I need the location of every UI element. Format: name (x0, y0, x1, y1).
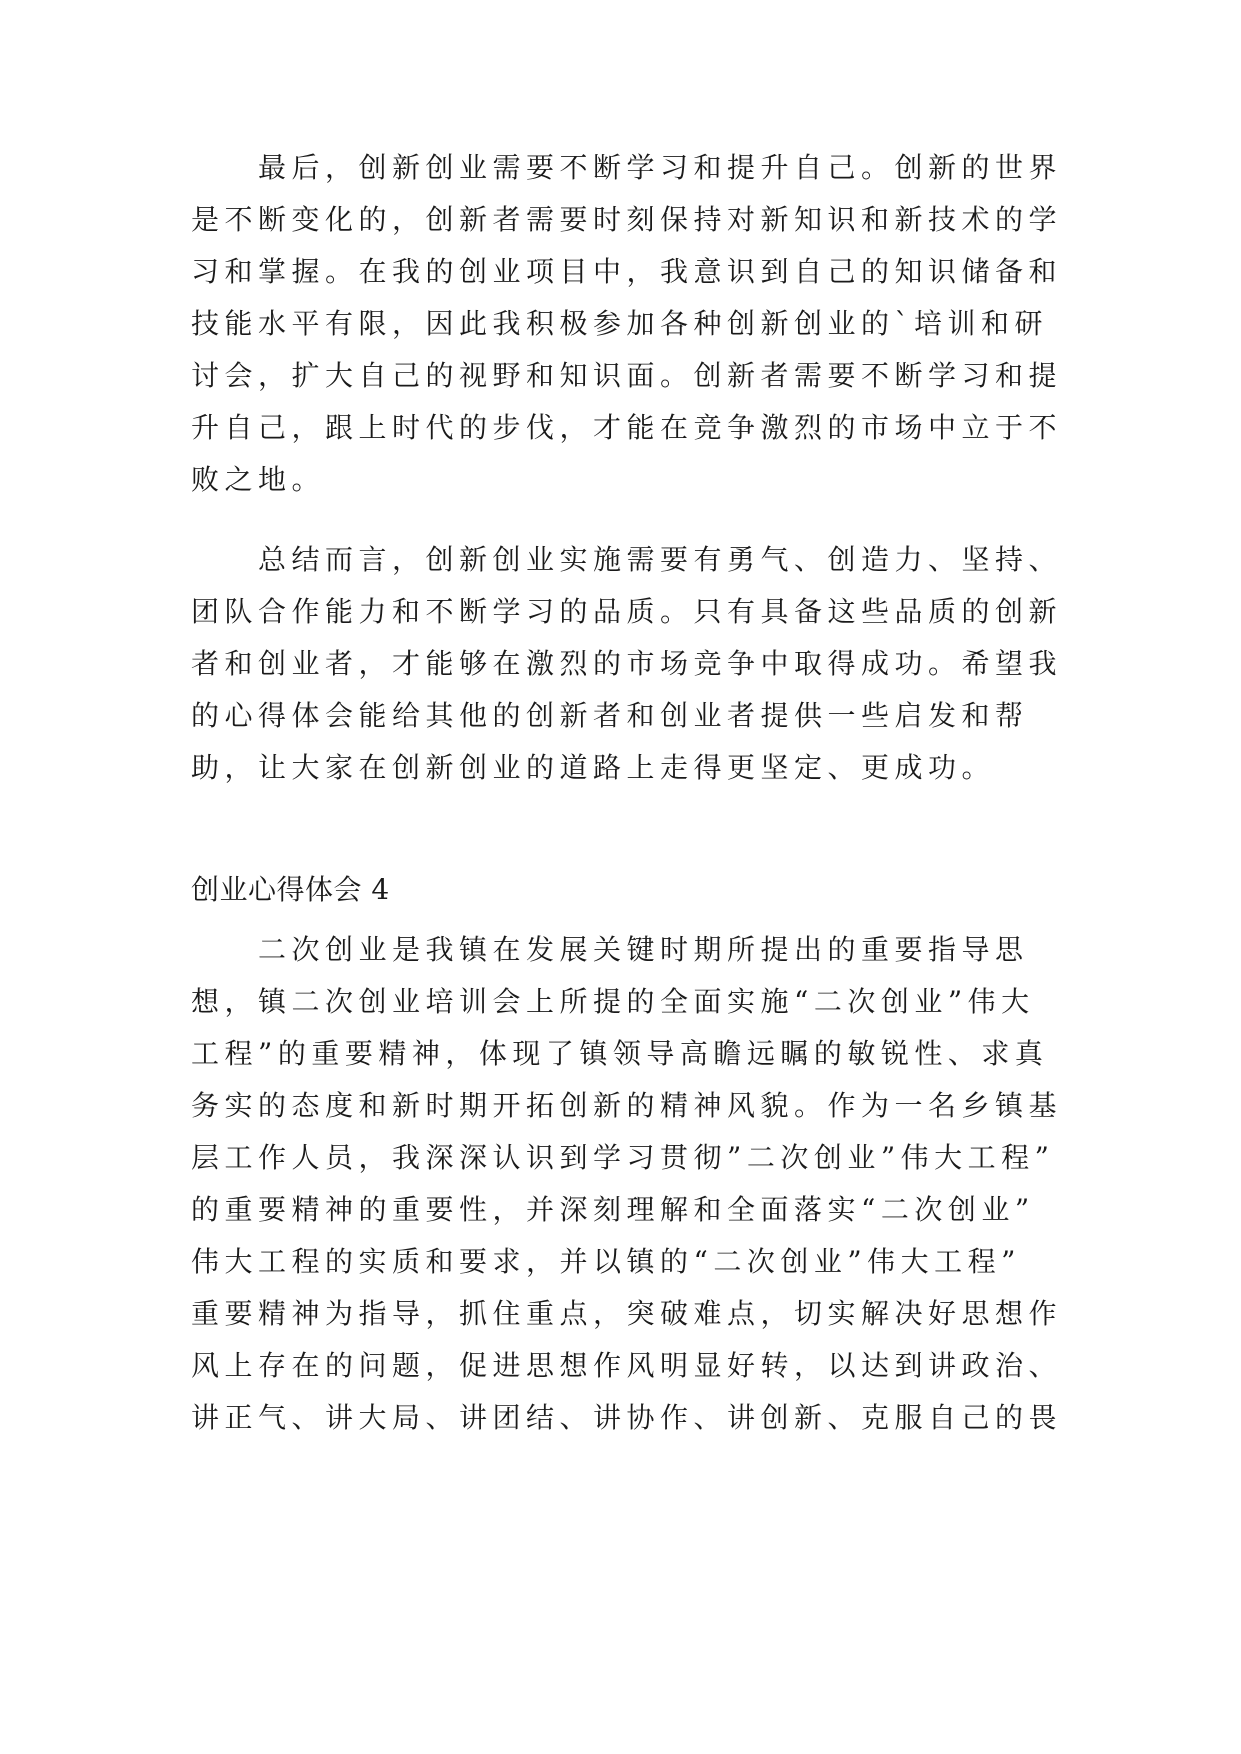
paragraph-3-line-9: 风上存在的问题，促进思想作风明显好转，以达到讲政治、 (191, 1349, 1063, 1382)
paragraph-1-line-7: 败之地。 (191, 463, 326, 496)
paragraph-1-line-3: 习和掌握。在我的创业项目中，我意识到自己的知识储备和 (191, 255, 1063, 288)
paragraph-3-line-7: 伟大工程的实质和要求，并以镇的“二次创业”伟大工程” (191, 1245, 1021, 1278)
paragraph-2-line-5: 助，让大家在创新创业的道路上走得更坚定、更成功。 (191, 751, 996, 784)
paragraph-1-line-6: 升自己，跟上时代的步伐，才能在竞争激烈的市场中立于不 (191, 411, 1063, 444)
paragraph-1-line-5: 讨会，扩大自己的视野和知识面。创新者需要不断学习和提 (191, 359, 1063, 392)
paragraph-3-line-10: 讲正气、讲大局、讲团结、讲协作、讲创新、克服自己的畏 (191, 1401, 1063, 1434)
paragraph-2-line-2: 团队合作能力和不断学习的品质。只有具备这些品质的创新 (191, 595, 1063, 628)
paragraph-1-line-1: 最后，创新创业需要不断学习和提升自己。创新的世界 (258, 151, 1063, 184)
section-heading: 创业心得体会 4 (191, 873, 390, 906)
paragraph-3-line-5: 层工作人员，我深深认识到学习贯彻”二次创业”伟大工程” (191, 1141, 1055, 1174)
paragraph-3-line-4: 务实的态度和新时期开拓创新的精神风貌。作为一名乡镇基 (191, 1089, 1063, 1122)
paragraph-3-line-8: 重要精神为指导，抓住重点，突破难点，切实解决好思想作 (191, 1297, 1063, 1330)
paragraph-2-line-1: 总结而言，创新创业实施需要有勇气、创造力、坚持、 (258, 543, 1063, 576)
paragraph-2-line-3: 者和创业者，才能够在激烈的市场竞争中取得成功。希望我 (191, 647, 1063, 680)
paragraph-3-line-3: 工程”的重要精神，体现了镇领导高瞻远瞩的敏锐性、求真 (191, 1037, 1049, 1070)
paragraph-1-line-2: 是不断变化的，创新者需要时刻保持对新知识和新技术的学 (191, 203, 1063, 236)
paragraph-3-line-6: 的重要精神的重要性，并深刻理解和全面落实“二次创业” (191, 1193, 1035, 1226)
paragraph-1-line-4: 技能水平有限，因此我积极参加各种创新创业的`培训和研 (191, 307, 1049, 340)
paragraph-3-line-1: 二次创业是我镇在发展关键时期所提出的重要指导思 (258, 933, 1029, 966)
paragraph-2-line-4: 的心得体会能给其他的创新者和创业者提供一些启发和帮 (191, 699, 1029, 732)
paragraph-3-line-2: 想，镇二次创业培训会上所提的全面实施“二次创业”伟大 (191, 985, 1035, 1018)
